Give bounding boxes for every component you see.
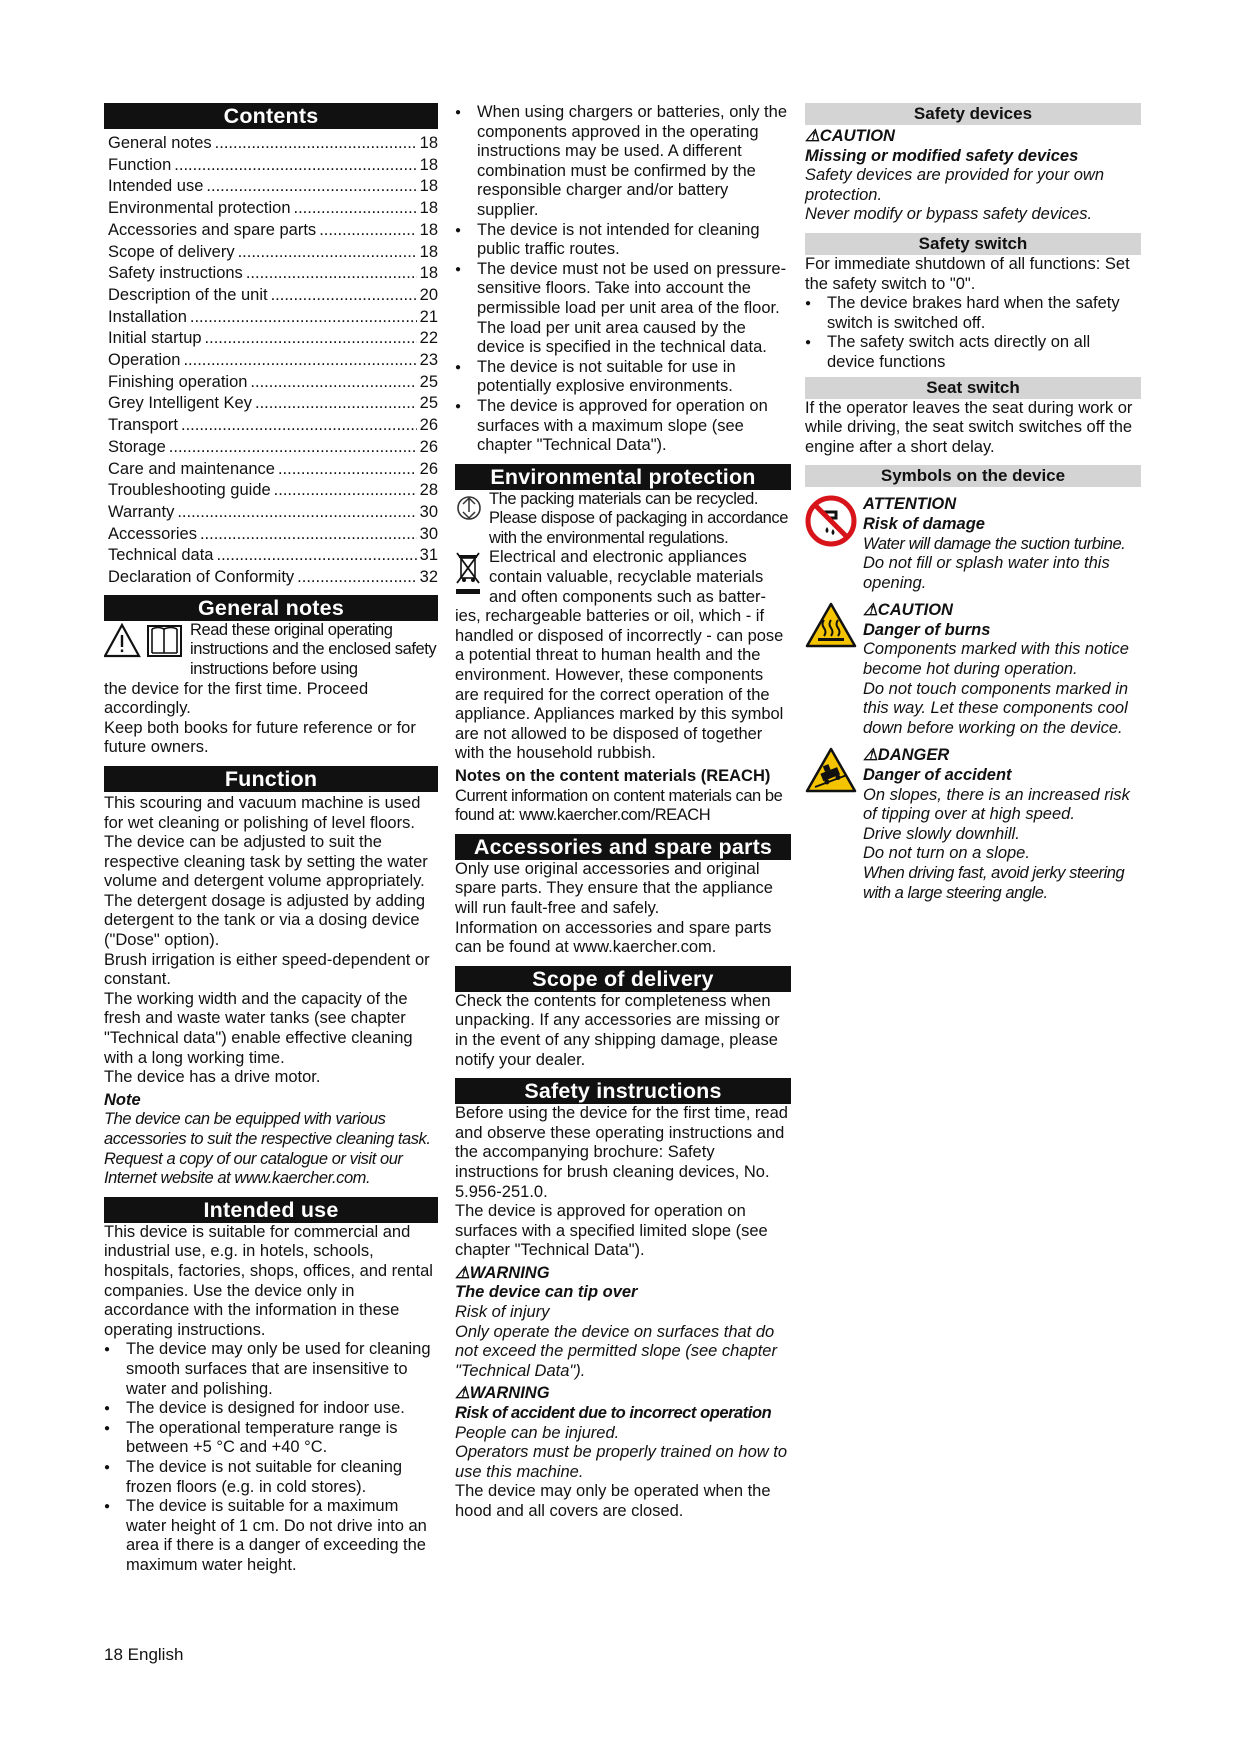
toc-entry-label: Storage [108,437,166,456]
page-footer [104,1645,183,1665]
toc-entry [108,459,438,481]
function-p4: The working width and the capacity of the fresh and waste water tanks (see chapter "Technical data") enable effective cleaning with a long working time. [104,989,413,1067]
general-notes-text-1: Read these original operating instructions and the enclosed safety instructions before using [190,620,437,678]
accessories-heading: Accessories and spare parts [455,834,791,860]
column-3 [805,103,1141,903]
intended-use-intro: This device is suitable for commercial and industrial use, e.g. in hotels, schools, hospitals, factories, shops, offices, and rental companies. Use the device only in accordance with the information in these operating instructions. [104,1222,433,1339]
symbol-attention-title: Risk of damage [863,514,985,533]
bullet-item: ● The device is not intended for cleaning public traffic routes. [455,221,791,260]
recycle-text: The packing materials can be recycled. Please dispose of packaging in accordance with the environmental regulations. [489,489,788,547]
toc-entry-dots [255,393,417,415]
no-water-icon [805,495,857,547]
toc-entry [108,567,438,589]
toc-entry-page: 31 [419,546,438,565]
intended-use-heading: Intended use [104,1197,438,1223]
toc-entry [108,350,438,372]
toc-entry [108,307,438,329]
toc-entry-dots [183,350,416,372]
function-note-text: The device can be equipped with various accessories to suit the respective cleaning task. Request a copy of our catalogue or visit our Internet website at www.kaercher.com. [104,1110,431,1188]
tipping-vehicle-icon [805,746,857,794]
bullet-item: ● The device is not suitable for cleaning frozen floors (e.g. in cold stores). [104,1458,438,1497]
function-p2: The device can be adjusted to suit the respective cleaning task by setting the water volume and detergent volume appropriately. The detergent dosage is adjusted by adding detergent to the tank or via a dosing device ("Dose" option). [104,833,428,950]
intended-use-bullets [104,1340,438,1575]
safety-p3: The device may only be operated when the hood and all covers are closed. [455,1482,771,1520]
reach-text: Current information on content materials can be found at: www.kaercher.com/REACH [455,786,783,825]
toc-entry-page: 18 [419,220,438,239]
toc-entry-page: 30 [419,524,438,543]
contents-heading: Contents [104,103,438,129]
toc-entry [108,502,438,524]
bullet-item: ● The device is designed for indoor use. [104,1399,438,1419]
toc-entry [108,263,438,285]
bullet-item: ● The operational temperature range is between +5 °C and +40 °C. [104,1419,438,1458]
toc-entry-page: 26 [419,437,438,456]
safety-switch-p1: For immediate shutdown of all functions: Set the safety switch to "0". [805,254,1130,293]
accessories-p2: Information on accessories and spare parts can be found at www.kaercher.com. [455,918,772,957]
column-1 [104,103,438,1575]
toc-entry-dots [297,567,416,589]
toc-entry-label: Accessories and spare parts [108,220,317,239]
safety-warning-2-label: ⚠WARNING [455,1384,550,1403]
toc-entry-dots [278,459,417,481]
symbol-danger-label: ⚠DANGER [863,746,950,765]
safety-devices-caution-text-1: Safety devices are provided for your own protection. [805,166,1104,204]
crossed-bin-icon [455,550,481,596]
toc-entry-dots [205,328,417,350]
toc-entry [108,480,438,502]
toc-entry-label: Troubleshooting guide [108,481,271,500]
toc-entry-label: Grey Intelligent Key [108,394,252,413]
footer-language: English [127,1645,184,1664]
symbol-attention-label: ATTENTION [863,495,957,514]
toc-entry [108,372,438,394]
toc-entry-page: 26 [419,416,438,435]
toc-entry-dots [250,372,416,394]
toc-entry-label: Safety instructions [108,264,243,283]
toc-entry-dots [200,524,417,546]
seat-switch-p1: If the operator leaves the seat during work or while driving, the seat switch switches off the engine after a short delay. [805,398,1133,456]
toc-entry-page: 18 [419,264,438,283]
toc-entry-page: 32 [419,568,438,587]
toc-entry-dots [181,415,417,437]
symbols-heading: Symbols on the device [805,465,1141,487]
toc-entry-page: 18 [419,155,438,174]
toc-entry-page: 18 [419,134,438,152]
toc-entry-dots [169,437,417,459]
toc-entry-dots [190,307,417,329]
toc-entry-label: Care and maintenance [108,459,275,478]
toc-entry-page: 21 [419,307,438,326]
page-number: 18 [104,1645,123,1664]
symbol-attention-text-2: Do not fill or splash water into this opening. [863,554,1110,592]
warning-icon: ⚠ [455,1384,470,1403]
function-p3: Brush irrigation is either speed-dependent or constant. [104,950,430,989]
toc-entry [108,285,438,307]
function-heading: Function [104,766,438,792]
toc-entry-dots [217,545,417,567]
safety-switch-bullets [805,294,1141,372]
environmental-heading: Environmental protection [455,464,791,490]
warning-book-icon [104,623,184,659]
toc-entry [108,242,438,264]
safety-heading: Safety instructions [455,1078,791,1104]
toc-entry-label: Declaration of Conformity [108,568,295,587]
general-notes-text-3: Keep both books for future reference or for future owners. [104,718,416,757]
symbol-danger-text-4: When driving fast, avoid jerky steering with a large steering angle. [863,864,1125,902]
toc-entry [108,176,438,198]
toc-entry-page: 18 [419,199,438,218]
reach-title: Notes on the content materials (REACH) [455,767,771,785]
scope-p1: Check the contents for completeness when unpacking. If any accessories are missing or in the event of any shipping damage, please notify your dealer. [455,991,780,1069]
toc-entry-label: Scope of delivery [108,242,235,261]
toc-entry-label: Transport [108,416,178,435]
safety-warning-1-sub: Risk of injury [455,1303,550,1322]
function-note-label: Note [104,1090,141,1109]
toc-entry [108,415,438,437]
bullet-item: ● The device must not be used on pressure-sensitive floors. Take into account the permissible load per unit area of the floor. The load per unit area caused by the device is specified in the technical data. [455,260,791,358]
toc-entry-page: 20 [419,285,438,304]
toc-entry-dots [246,263,417,285]
symbol-caution-label: ⚠CAUTION [863,601,953,620]
symbol-attention-text-1: Water will damage the suction turbine. [863,534,1126,553]
warning-icon: ⚠ [863,601,878,620]
symbol-caution-title: Danger of burns [863,620,991,639]
toc-entry-page: 22 [419,329,438,348]
safety-devices-heading: Safety devices [805,103,1141,125]
toc-entry [108,198,438,220]
function-p1: This scouring and vacuum machine is used for wet cleaning or polishing of level floors. [104,793,421,832]
symbol-attention [805,495,1141,593]
safety-warning-2-sub: People can be injured. [455,1423,620,1442]
column-2 [455,103,791,1522]
safety-warning-1-label: ⚠WARNING [455,1263,550,1282]
warning-icon: ⚠ [455,1263,470,1282]
symbol-caution-burns [805,601,1141,738]
warning-icon: ⚠ [805,127,820,145]
bullet-item: ● The device is approved for operation on surfaces with a maximum slope (see chapter "Technical Data"). [455,397,791,456]
safety-warning-1-title: The device can tip over [455,1283,638,1302]
toc-entry-page: 25 [419,372,438,391]
bullet-item: ● The device is suitable for a maximum water height of 1 cm. Do not drive into an area if there is a danger of exceeding the maximum water height. [104,1497,438,1575]
recycle-icon [455,492,483,524]
safety-devices-caution-label: ⚠CAUTION [805,127,895,145]
toc-entry-page: 26 [419,459,438,478]
toc-entry-page: 28 [419,481,438,500]
toc-entry-page: 18 [419,177,438,196]
scope-heading: Scope of delivery [455,966,791,992]
toc-entry [108,155,438,177]
bullet-item: ● The device brakes hard when the safety switch is switched off. [805,294,1141,333]
symbol-danger-text-1: On slopes, there is an increased risk of tipping over at high speed. [863,785,1130,824]
toc-entry-dots [174,155,416,177]
safety-warning-2-text: Operators must be properly trained on how to use this machine. [455,1443,788,1481]
safety-devices-caution-title: Missing or modified safety devices [805,146,1079,165]
safety-p2: The device is approved for operation on surfaces with a specified limited slope (see chapter "Technical Data"). [455,1202,768,1260]
toc-entry [108,545,438,567]
toc-entry-dots [177,502,416,524]
table-of-contents [108,133,438,589]
toc-entry-dots [294,198,417,220]
safety-devices-caution-text-2: Never modify or bypass safety devices. [805,205,1093,224]
accessories-p1: Only use original accessories and original spare parts. They ensure that the appliance will run fault-free and safely. [455,859,773,917]
toc-entry-label: Warranty [108,502,175,521]
toc-entry-label: Initial startup [108,329,202,348]
toc-entry [108,133,438,155]
toc-entry-dots [206,176,416,198]
toc-entry-label: Intended use [108,177,204,196]
hot-surface-icon [805,601,857,649]
toc-entry-label: Function [108,155,172,174]
general-notes-icon-row [104,621,438,680]
bullet-item: ● The device is not suitable for use in potentially explosive environments. [455,358,791,397]
symbol-danger-accident [805,746,1141,903]
symbol-danger-title: Danger of accident [863,766,1012,785]
toc-entry [108,220,438,242]
toc-entry-label: Accessories [108,524,197,543]
recycle-row [455,490,791,549]
toc-entry-page: 25 [419,394,438,413]
safety-warning-1-text: Only operate the device on surfaces that do not exceed the permitted slope (see chapter "Technical Data"). [455,1322,777,1380]
toc-entry-label: Environmental protection [108,199,291,218]
weee-row [455,548,791,607]
bullet-item: ● When using chargers or batteries, only the components approved in the operating instructions may be used. A different combination must be confirmed by the responsible charger and/or battery supplier. [455,103,791,221]
toc-entry [108,437,438,459]
symbol-danger-text-3: Do not turn on a slope. [863,844,1030,863]
toc-entry-dots [271,285,417,307]
toc-entry-dots [238,242,417,264]
seat-switch-heading: Seat switch [805,377,1141,399]
toc-entry-dots [215,133,417,155]
toc-entry [108,524,438,546]
weee-text: Electrical and electronic appliances contain valuable, recyclable materials and often components such as batter- [489,548,767,606]
function-p5: The device has a drive motor. [104,1068,321,1087]
toc-entry-label: Finishing operation [108,372,248,391]
intended-use-bullets-continued [455,103,791,456]
toc-entry-label: Installation [108,307,187,326]
toc-entry-dots [274,480,417,502]
toc-entry-label: Description of the unit [108,285,268,304]
bullet-item: ● The safety switch acts directly on all device functions [805,333,1141,372]
toc-entry-dots [319,220,416,242]
safety-p1: Before using the device for the first time, read and observe these operating instructions and the accompanying brochure: Safety instructions for brush cleaning devices, No. 5.956-251.0. [455,1104,788,1201]
warning-icon: ⚠ [863,746,878,765]
symbol-caution-text-1: Components marked with this notice become hot during operation. [863,640,1129,679]
safety-switch-heading: Safety switch [805,233,1141,255]
safety-warning-2-title: Risk of accident due to incorrect operation [455,1404,772,1423]
toc-entry-label: Operation [108,351,181,370]
bullet-item: ● The device may only be used for cleaning smooth surfaces that are insensitive to water and polishing. [104,1340,438,1399]
toc-entry-page: 23 [419,351,438,370]
symbol-danger-text-2: Drive slowly downhill. [863,824,1020,843]
weee-text-continued: ies, rechargeable batteries or oil, which - if handled or disposed of incorrectly - can pose a potential threat to human health and the environment. However, these components are required for the correct operation of the appliance. Appliances marked by this symbol are not allowed to be disposed of together with the household rubbish. [455,607,784,763]
toc-entry-label: Technical data [108,546,214,565]
toc-entry-page: 18 [419,242,438,261]
general-notes-heading: General notes [104,595,438,621]
toc-entry [108,393,438,415]
symbol-caution-text-2: Do not touch components marked in this way. Let these components cool down before working on the device. [863,679,1129,737]
toc-entry-page: 30 [419,502,438,521]
toc-entry [108,328,438,350]
toc-entry-label: General notes [108,134,212,152]
general-notes-text-2: the device for the first time. Proceed accordingly. [104,679,369,718]
